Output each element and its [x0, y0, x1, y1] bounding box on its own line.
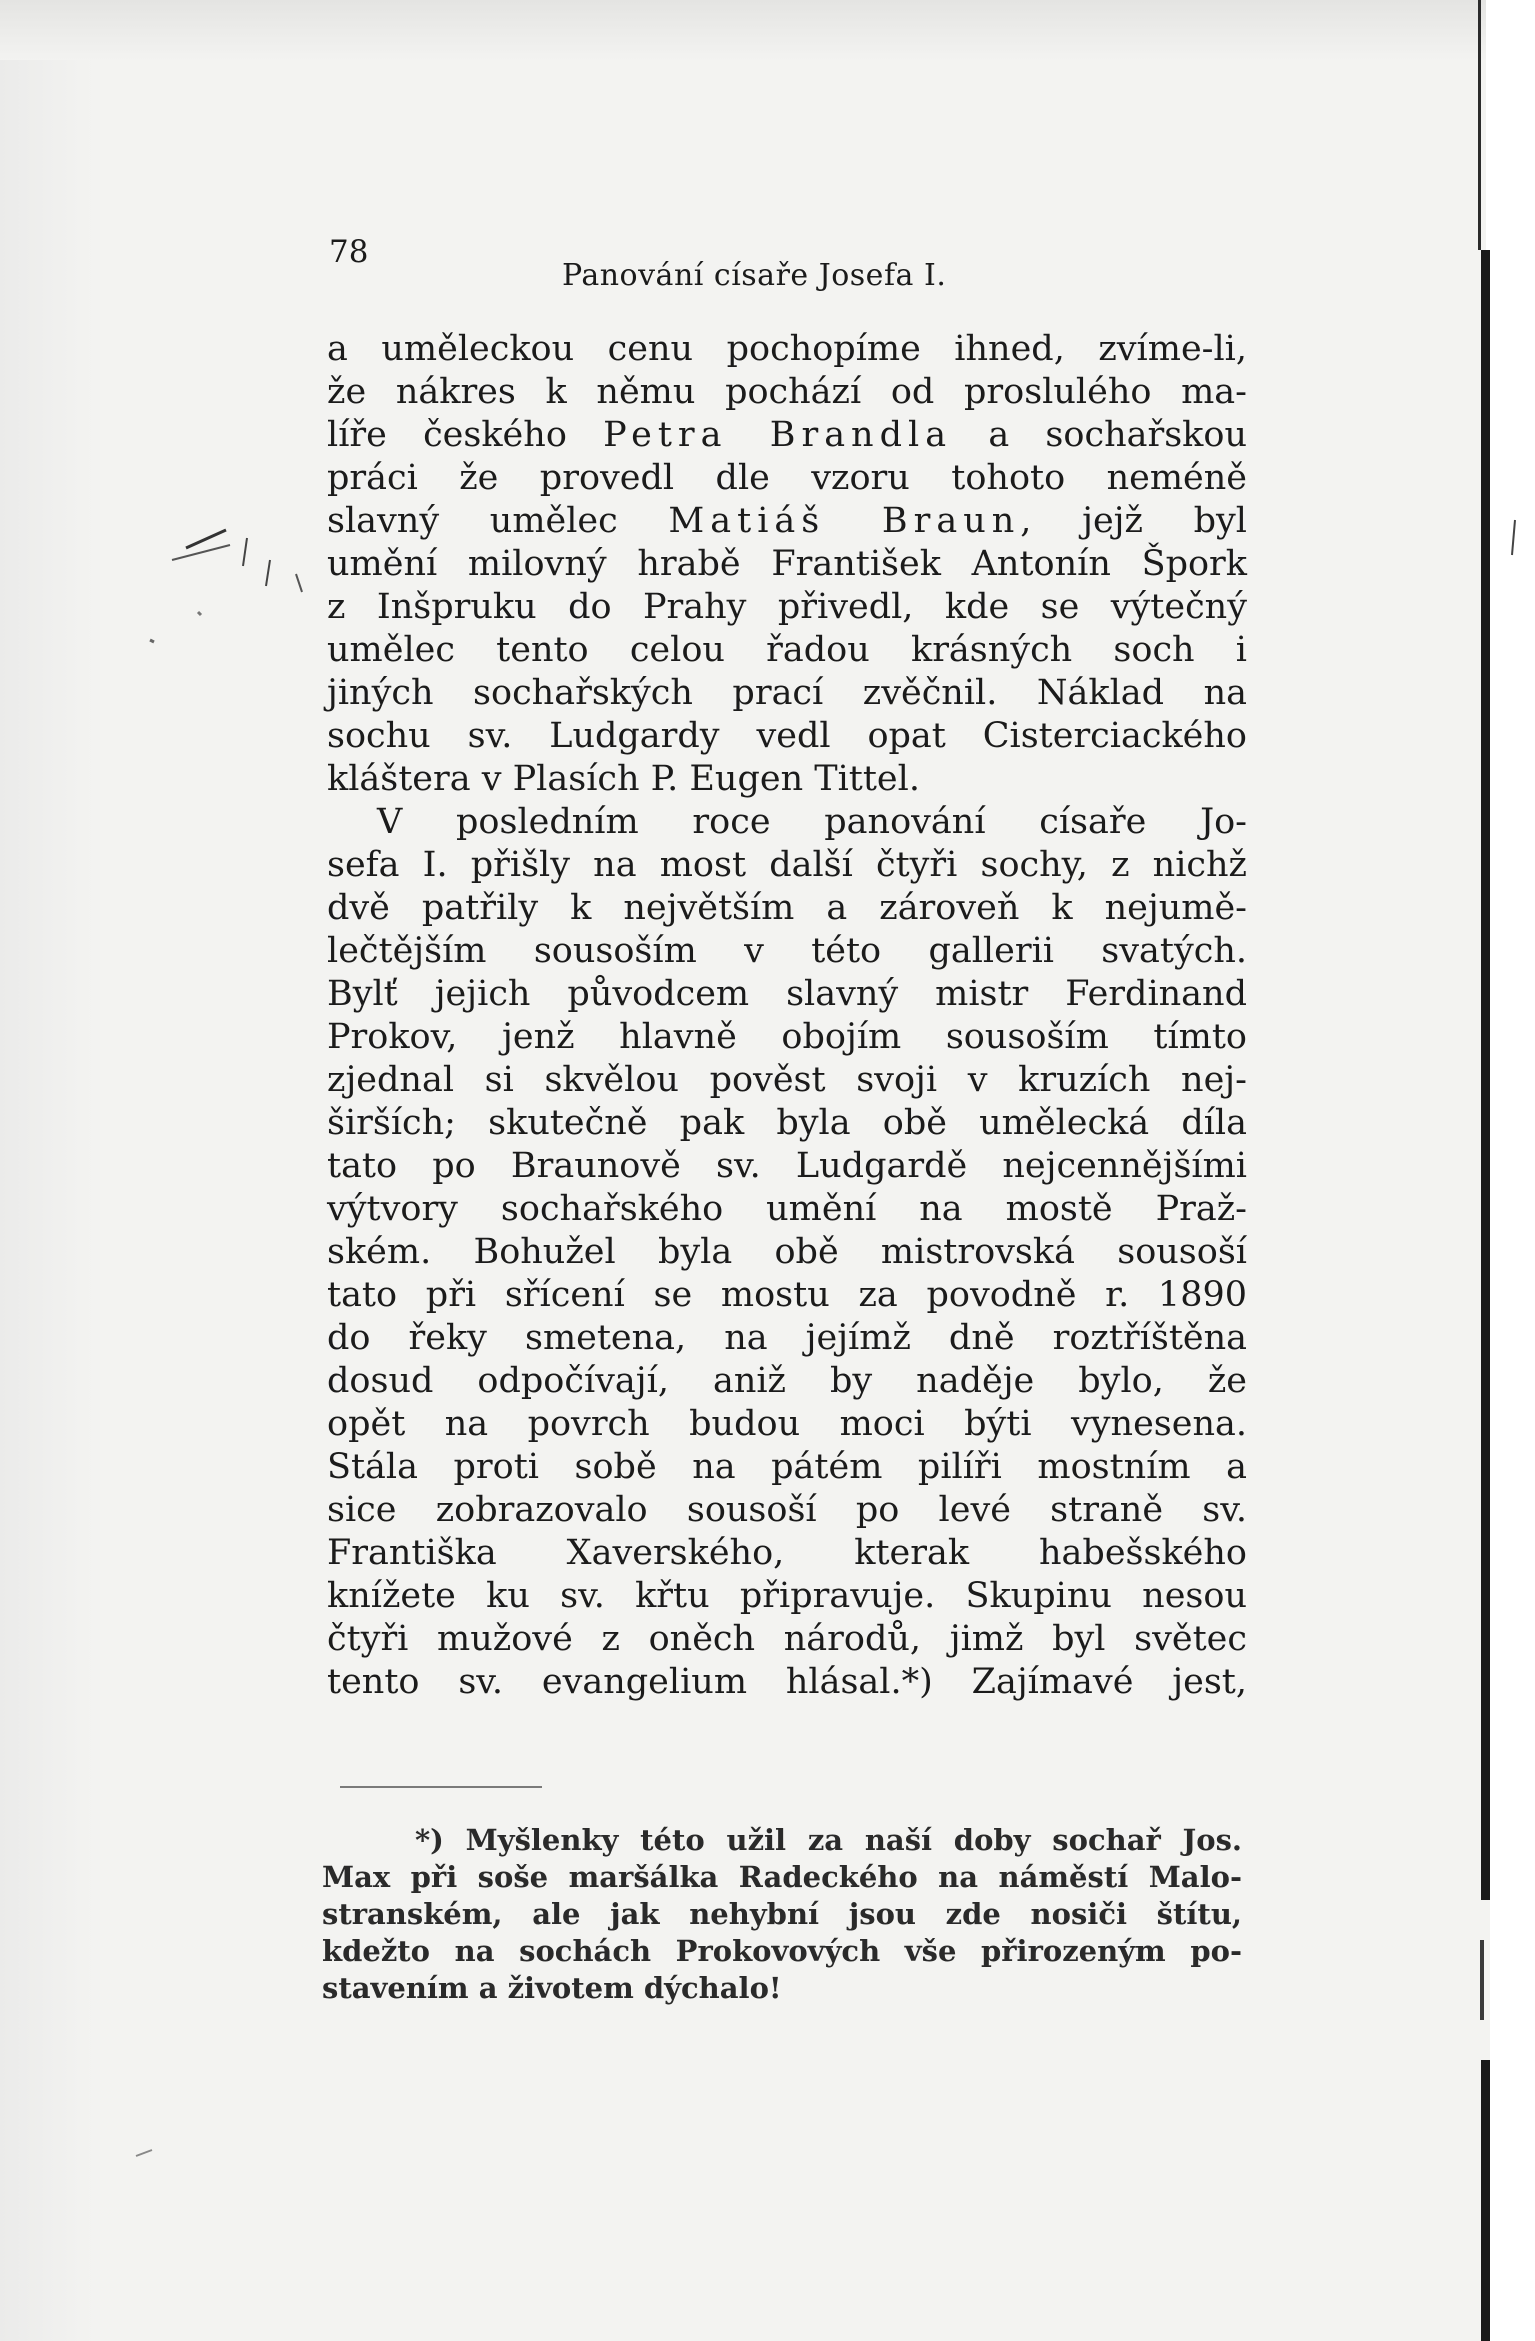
text-run: Bylť jejich původcem slavný mistr Ferdinand: [327, 974, 1247, 1014]
text-run: širších; skutečně pak byla obě umělecká díla: [327, 1103, 1247, 1143]
text-line: [327, 844, 1247, 887]
text-run: dvě patřily k největším a zároveň k nejumě-: [327, 888, 1247, 928]
text-line: [327, 758, 1247, 801]
footnote-line: stavením a životem dýchalo!: [322, 1971, 782, 2005]
text-run: jiných sochařských prací zvěčnil. Náklad na: [327, 673, 1247, 713]
text-run: do řeky smetena, na jejímž dně roztříštěna: [327, 1318, 1247, 1358]
text-line: [327, 715, 1247, 758]
text-line: [327, 543, 1247, 586]
footnote-line: *) Myšlenky této užil za naší doby sochař Jos.: [415, 1823, 1242, 1857]
text-line: [327, 930, 1247, 973]
text-run: a uměleckou cenu pochopíme ihned, zvíme-li,: [327, 329, 1247, 369]
text-run: opět na povrch budou moci býti vynesena.: [327, 1404, 1247, 1444]
text-line: [327, 1618, 1247, 1661]
text-run: výtvory sochařského umění na mostě Praž-: [327, 1189, 1247, 1229]
text-run: sefa I. přišly na most další čtyři sochy, z nichž: [327, 845, 1247, 885]
body-text: [327, 328, 1247, 1704]
text-line: [327, 1231, 1247, 1274]
text-run: sice zobrazovalo sousoší po levé straně sv.: [327, 1490, 1247, 1530]
text-run: tato při sřícení se mostu za povodně r. 1890: [327, 1275, 1247, 1315]
text-run: umělec tento celou řadou krásných soch i: [327, 630, 1247, 670]
text-run: dosud odpočívají, aniž by naděje bylo, že: [327, 1361, 1247, 1401]
text-line: [327, 1489, 1247, 1532]
text-line: [327, 586, 1247, 629]
text-run: líře českého: [327, 415, 604, 455]
text-line: [327, 328, 1247, 371]
text-run: slavný umělec: [327, 501, 669, 541]
text-run: Stála proti sobě na pátém pilíři mostním a: [327, 1447, 1247, 1487]
text-run: tento sv. evangelium hlásal.*) Zajímavé jest,: [327, 1662, 1247, 1702]
text-line: [327, 1059, 1247, 1102]
text-run: umění milovný hrabě František Antonín Špork: [327, 544, 1247, 584]
text-line: [327, 1274, 1247, 1317]
footnote-line: stranském, ale jak nehybní jsou zde nosiči štítu,: [322, 1897, 1242, 1931]
text-run: sochu sv. Ludgardy vedl opat Cisterciackého: [327, 716, 1247, 756]
text-line: [327, 371, 1247, 414]
text-line: [327, 672, 1247, 715]
text-run: práci že provedl dle vzoru tohoto neméně: [327, 458, 1247, 498]
text-line: [327, 1317, 1247, 1360]
text-run: a sochařskou: [952, 415, 1247, 455]
text-run: , jejž byl: [1020, 501, 1248, 541]
text-run: Františka Xaverského, kterak habešského: [327, 1533, 1247, 1573]
text-line: [327, 1188, 1247, 1231]
text-run: ském. Bohužel byla obě mistrovská sousoší: [327, 1232, 1247, 1272]
text-line: [327, 500, 1247, 543]
text-run: čtyři mužové z oněch národů, jimž byl světec: [327, 1619, 1247, 1659]
text-run: Prokov, jenž hlavně obojím sousoším tímto: [327, 1017, 1247, 1057]
text-line: [327, 1661, 1247, 1704]
text-line: [327, 1102, 1247, 1145]
text-run: kláštera v Plasích P. Eugen Tittel.: [327, 759, 920, 799]
text-run: tato po Braunově sv. Ludgardě nejcennějšími: [327, 1146, 1247, 1186]
text-line: [327, 1532, 1247, 1575]
text-line: [327, 457, 1247, 500]
text-line: [327, 1360, 1247, 1403]
text-line: [327, 1575, 1247, 1618]
page-number: 78: [329, 234, 369, 270]
text-run: V posledním roce panování císaře Jo-: [377, 802, 1247, 842]
text-line: [327, 414, 1247, 457]
text-line: [327, 1403, 1247, 1446]
emphasized-name: Petra Brandla: [603, 415, 953, 455]
text-line: [327, 973, 1247, 1016]
text-run: knížete ku sv. křtu připravuje. Skupinu nesou: [327, 1576, 1247, 1616]
running-title: Panování císaře Josefa I.: [562, 258, 947, 293]
footnote-line: kdežto na sochách Prokovových vše přirozeným po-: [322, 1934, 1242, 1968]
text-run: z Inšpruku do Prahy přivedl, kde se výtečný: [327, 587, 1247, 627]
text-line: [327, 1446, 1247, 1489]
text-line: [327, 1145, 1247, 1188]
text-run: že nákres k němu pochází od proslulého ma-: [327, 372, 1247, 412]
footnote-divider: [340, 1786, 542, 1788]
text-run: lečtějším sousoším v této gallerii svatých.: [327, 931, 1247, 971]
text-run: zjednal si skvělou pověst svoji v kruzích nej-: [327, 1060, 1247, 1100]
text-line: [327, 1016, 1247, 1059]
text-line: [327, 801, 1247, 844]
footnote-line: Max při soše maršálka Radeckého na náměstí Malo-: [322, 1860, 1242, 1894]
footnote: [322, 1822, 1242, 2007]
text-line: [327, 887, 1247, 930]
emphasized-name: Matiáš Braun: [668, 501, 1021, 541]
text-line: [327, 629, 1247, 672]
